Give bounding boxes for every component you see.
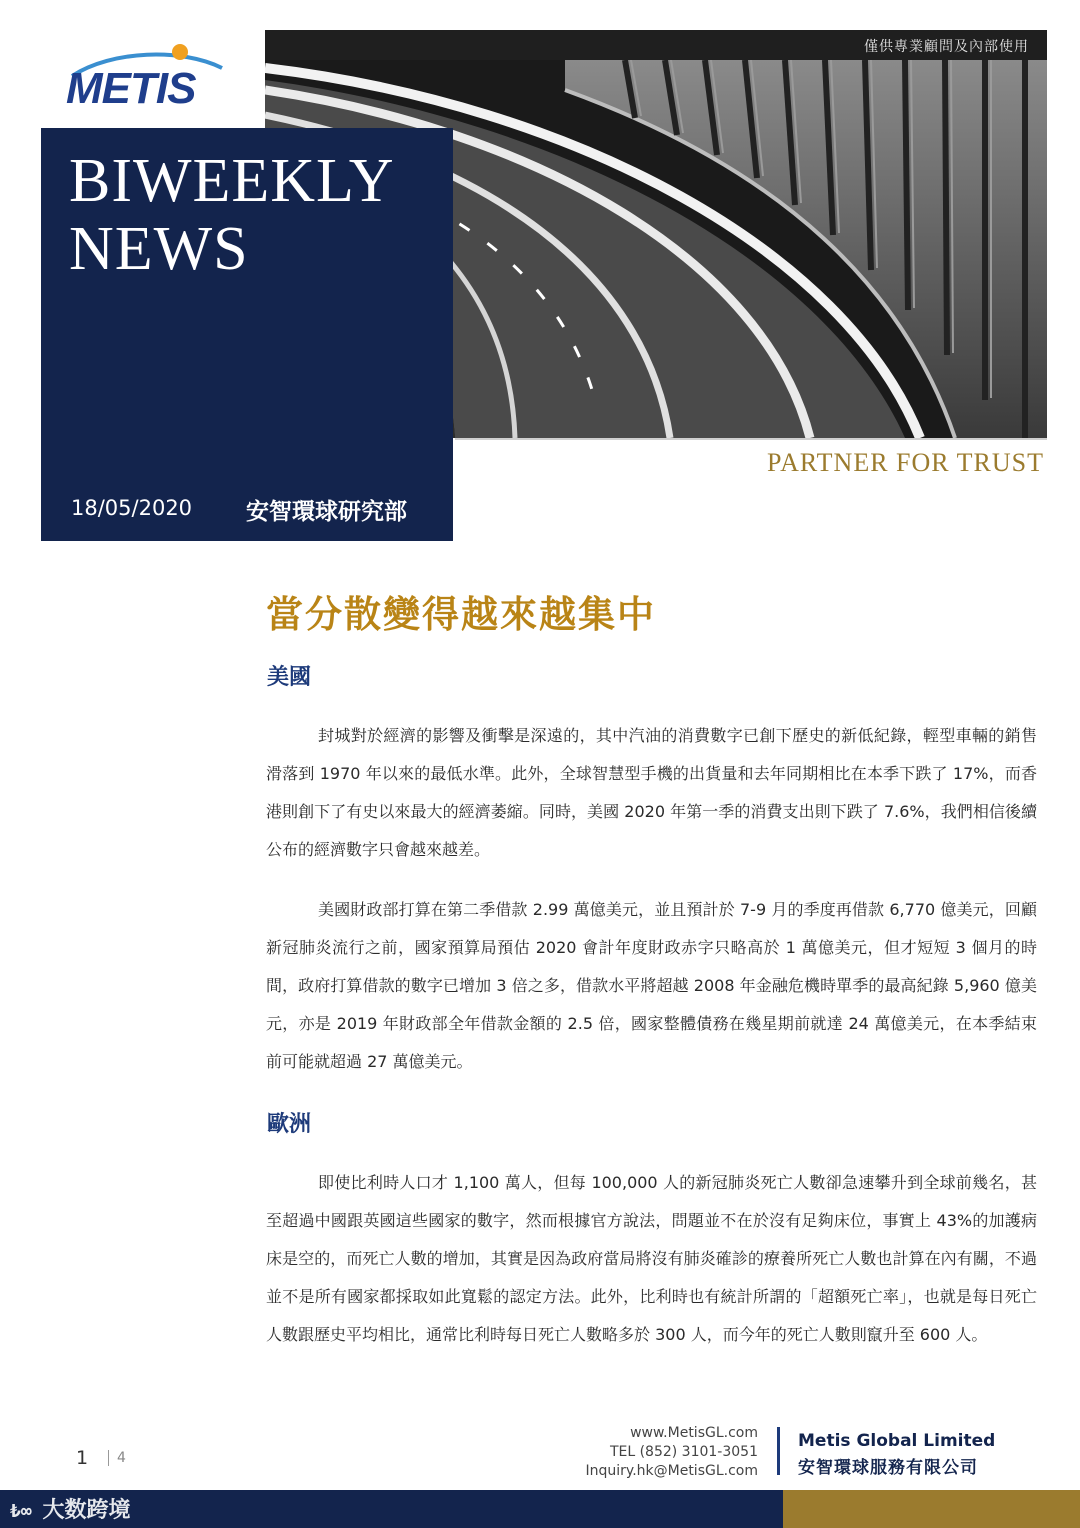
newsletter-title-line1: BIWEEKLY: [69, 147, 395, 215]
page-divider: [108, 1450, 109, 1466]
paragraph: 封城對於經濟的影響及衝擊是深遠的，其中汽油的消費數字已創下歷史的新低紀錄，輕型車輛的銷售滑落到 1970 年以來的最低水準。此外，全球智慧型手機的出貨量和去年同期相比在本季下跌了 17%，而香港則創下了有史以來最大的經濟萎縮。同時，美國 2020 年第一季的消費支出則下跌了 7.6%，我們相信後續公布的經濟數字只會越來越差。: [266, 726, 1037, 859]
email-link[interactable]: Inquiry.hk@MetisGL.com: [585, 1463, 758, 1479]
section-title-europe: 歐洲: [267, 1112, 312, 1137]
page-number: 1: [76, 1447, 89, 1469]
website-link[interactable]: www.MetisGL.com: [630, 1425, 758, 1441]
research-department: 安智環球研究部: [246, 499, 407, 525]
watermark-text: 大数跨境: [42, 1498, 131, 1523]
issue-date: 18/05/2020: [71, 496, 193, 520]
title-panel: [41, 128, 453, 541]
company-name-en: Metis Global Limited: [798, 1431, 996, 1451]
telephone: TEL (852) 3101-3051: [609, 1444, 758, 1460]
watermark: [10, 1493, 131, 1524]
paragraph: 美國財政部打算在第二季借款 2.99 萬億美元，並且預計於 7-9 月的季度再借款 6,770 億美元，回顧新冠肺炎流行之前，國家預算局預估 2020 會計年度財政赤字只略高於 1 萬億美元，但才短短 3 個月的時間，政府打算借款的數字已增加 3 倍之多，借款水平將超越 2008 年金融危機時單季的最高紀錄 5,960 億美元，亦是 2019 年財政部全年借款金額的 2.5 倍，國家整體債務在幾星期前就達 24 萬億美元，在本季結束前可能就超過 27 萬億美元。: [266, 900, 1037, 1071]
confidential-notice: 僅供專業顧問及內部使用: [864, 39, 1029, 55]
paragraph: 即使比利時人口才 1,100 萬人，但每 100,000 人的新冠肺炎死亡人數卻急速攀升到全球前幾名，甚至超過中國跟英國這些國家的數字，然而根據官方說法，問題並不在於沒有足夠床位，事實上 43%的加護病床是空的，而死亡人數的增加，其實是因為政府當局將沒有肺炎確診的療養所死亡人數也計算在內有關，不過並不是所有國家都採取如此寬鬆的認定方法。此外，比利時也有統計所謂的「超額死亡率」，也就是每日死亡人數跟歷史平均相比，通常比利時每日死亡人數略多於 300 人，而今年的死亡人數則竄升至 600 人。: [266, 1173, 1037, 1344]
newsletter-title-line2: NEWS: [69, 215, 249, 283]
section-title-usa: 美國: [267, 665, 312, 690]
footer-divider: [777, 1427, 780, 1475]
tagline: PARTNER FOR TRUST: [767, 448, 1044, 477]
hero-underline: [455, 438, 1047, 440]
footer-bar-gold: [783, 1490, 1080, 1528]
top-notice-strip: [265, 30, 1047, 60]
watermark-logo-icon: ₺∞: [10, 1501, 43, 1522]
company-name-zh: 安智環球服務有限公司: [798, 1458, 978, 1478]
contact-block: [560, 1424, 758, 1481]
page-total: [108, 1450, 126, 1466]
page-total-label: 4: [117, 1450, 126, 1466]
logo-wordmark: METIS: [66, 64, 196, 113]
article-headline: 當分散變得越來越集中: [266, 593, 656, 636]
metis-logo: [62, 38, 232, 118]
